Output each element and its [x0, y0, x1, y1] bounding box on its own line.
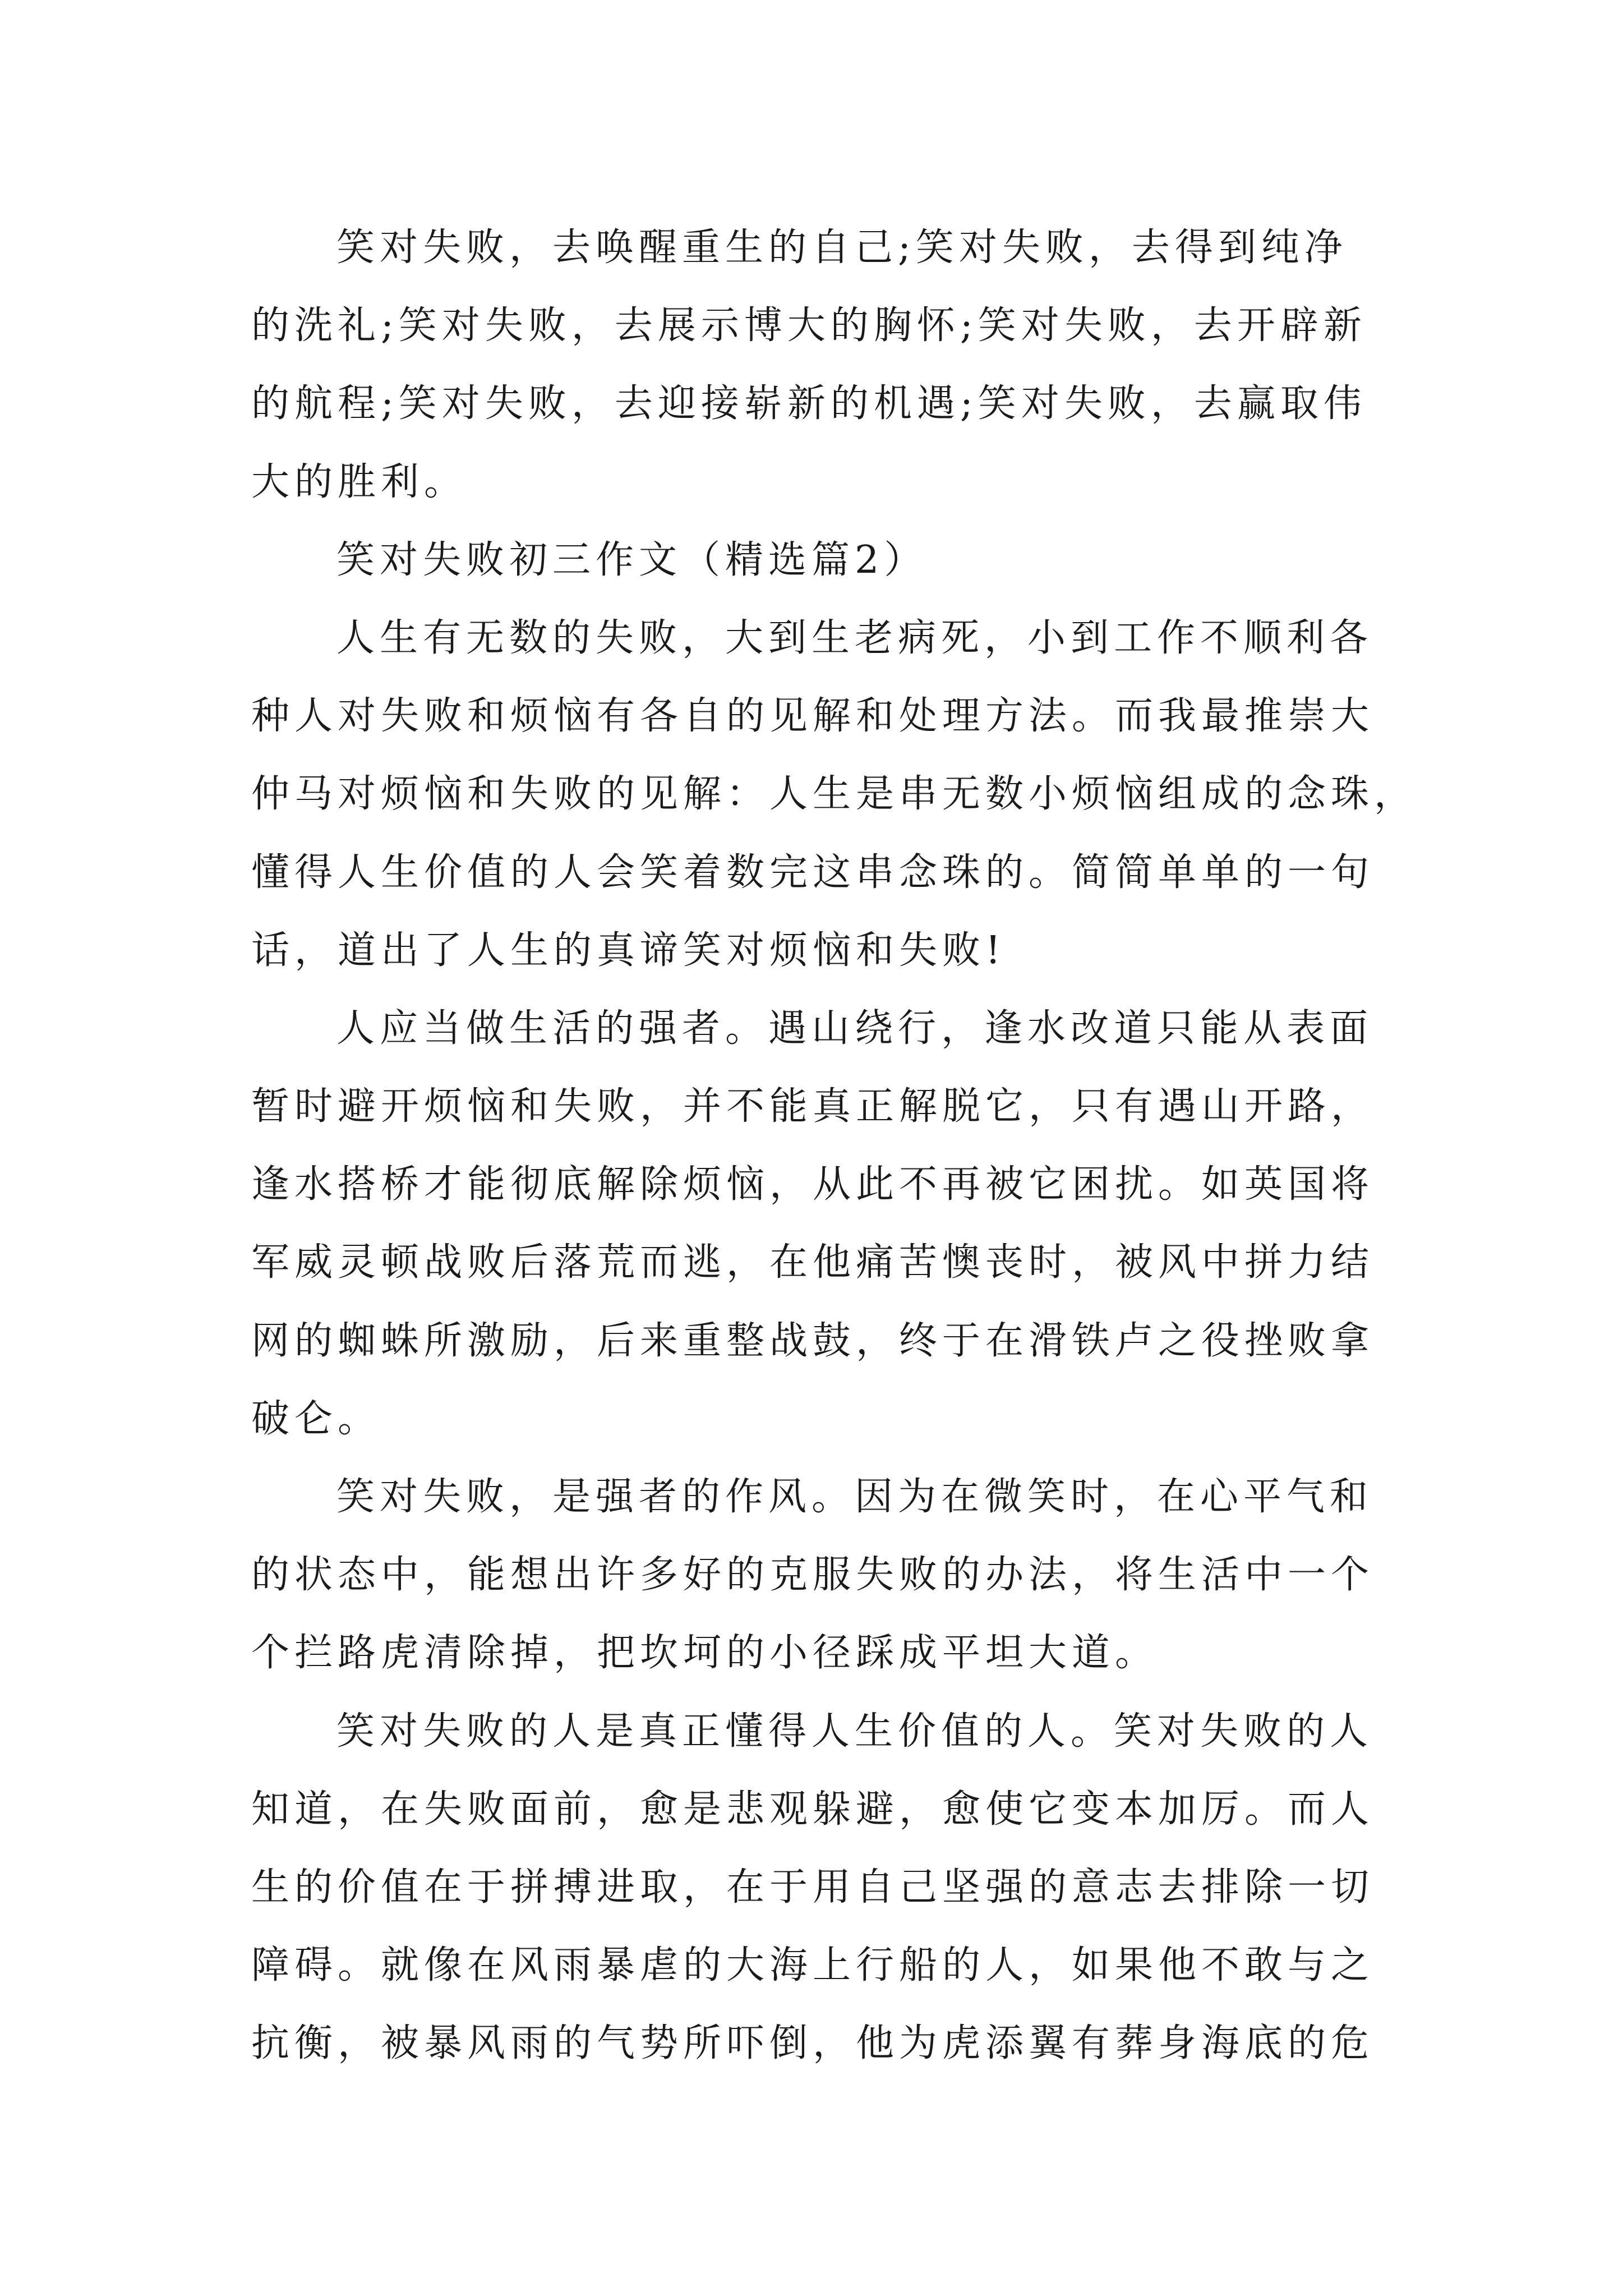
text-line: 的航程;笑对失败，去迎接崭新的机遇;笑对失败，去赢取伟: [251, 381, 1367, 426]
text-line: 懂得人生价值的人会笑着数完这串念珠的。简简单单的一句: [251, 850, 1375, 895]
text-line: 逢水搭桥才能彻底解除烦恼，从此不再被它困扰。如英国将: [251, 1162, 1375, 1207]
text-line: 暂时避开烦恼和失败，并不能真正解脱它，只有遇山开路，: [251, 1084, 1375, 1129]
text-line: 的状态中，能想出许多好的克服失败的办法，将生活中一个: [251, 1553, 1375, 1598]
text-line: 军威灵顿战败后落荒而逃，在他痛苦懊丧时，被风中拼力结: [251, 1240, 1375, 1285]
text-line: 障碍。就像在风雨暴虐的大海上行船的人，如果他不敢与之: [251, 1943, 1375, 1988]
heading-text: 笑对失败初三作文（精选篇2）: [336, 537, 928, 582]
text-line: 大的胜利。: [251, 459, 468, 504]
text-line: 的洗礼;笑对失败，去展示博大的胸怀;笑对失败，去开辟新: [251, 303, 1367, 348]
text-line: 笑对失败，去唤醒重生的自己;笑对失败，去得到纯净: [336, 226, 1348, 270]
paragraph-2: [251, 599, 1418, 990]
text-line: 抗衡，被暴风雨的气势所吓倒，他为虎添翼有葬身海底的危: [251, 2021, 1375, 2066]
text-line: 知道，在失败面前，愈是悲观躲避，愈使它变本加厉。而人: [251, 1787, 1375, 1832]
paragraph-5: [251, 1692, 1395, 2083]
text-line: 破仑。: [251, 1396, 381, 1441]
text-line: 人生有无数的失败，大到生老病死，小到工作不顺利各: [336, 615, 1373, 660]
paragraph-3: [251, 990, 1395, 1458]
text-line: 个拦路虎清除掉，把坎坷的小径踩成平坦大道。: [251, 1631, 1159, 1676]
section-heading: [251, 521, 1395, 599]
paragraph-1: [251, 209, 1395, 521]
text-line: 人应当做生活的强者。遇山绕行，逢水改道只能从表面: [336, 1006, 1373, 1051]
text-line: 笑对失败的人是真正懂得人生价值的人。笑对失败的人: [336, 1709, 1373, 1754]
essay-body: [251, 209, 1418, 2083]
text-line: 生的价值在于拼搏进取，在于用自己坚强的意志去排除一切: [251, 1865, 1375, 1910]
paragraph-4: [251, 1458, 1395, 1692]
text-line: 种人对失败和烦恼有各自的见解和处理方法。而我最推崇大: [251, 694, 1375, 739]
text-line: 笑对失败，是强者的作风。因为在微笑时，在心平气和: [336, 1475, 1373, 1519]
text-line: 话，道出了人生的真谛笑对烦恼和失败!: [251, 928, 1006, 973]
text-line: 仲马对烦恼和失败的见解：人生是串无数小烦恼组成的念珠，: [251, 772, 1418, 817]
text-line: 网的蜘蛛所激励，后来重整战鼓，终于在滑铁卢之役挫败拿: [251, 1318, 1375, 1363]
